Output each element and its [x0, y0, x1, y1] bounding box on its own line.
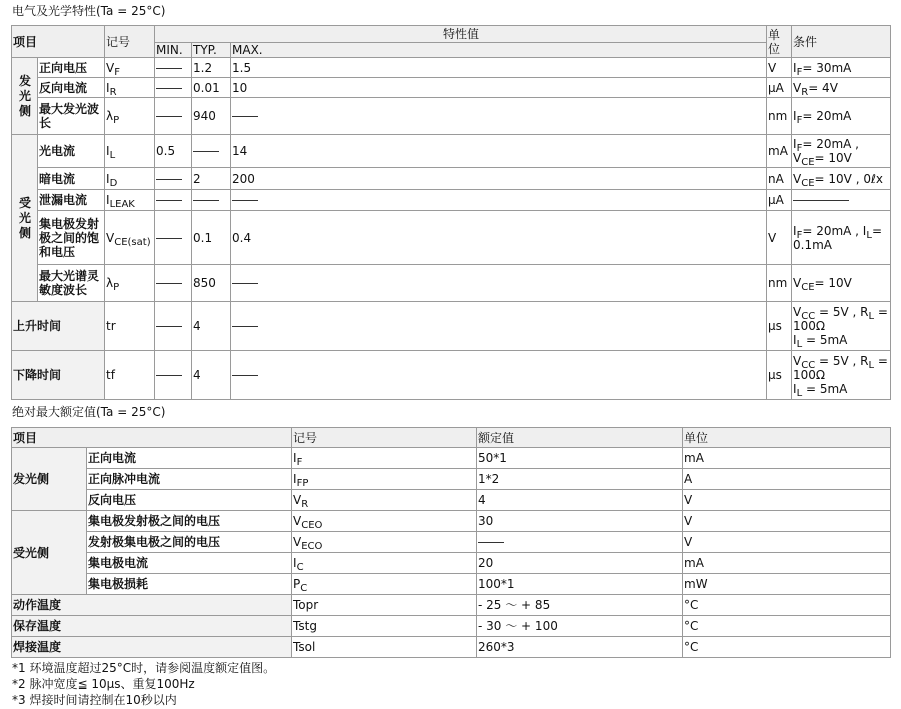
param-typ: 4	[192, 302, 231, 351]
header-condition: 条件	[792, 26, 891, 58]
param-typ: 0.01	[192, 78, 231, 98]
param-max: 14	[231, 135, 767, 168]
table2-caption: 绝对最大额定值(Ta = 25°C)	[12, 405, 166, 419]
param-unit: nA	[767, 168, 792, 190]
table-row	[12, 448, 891, 469]
rating-value: 20	[477, 553, 683, 574]
rating-value: 260*3	[477, 637, 683, 658]
param-max: 10	[231, 78, 767, 98]
footnote-2: *2 脉冲宽度≦ 10μs、重复100Hz	[12, 677, 195, 691]
param-max: 1.5	[231, 58, 767, 78]
param-max	[231, 190, 767, 211]
param-typ: 1.2	[192, 58, 231, 78]
param-symbol: $\lambda_P$	[105, 265, 155, 302]
header-symbol: 记号	[292, 428, 477, 448]
absolute-max-ratings-table	[11, 427, 891, 658]
rating-name: 反向电压	[87, 490, 292, 511]
param-condition: $I_F= 20mA$	[792, 98, 891, 135]
param-symbol: $\lambda_P$	[105, 98, 155, 135]
rating-name: 集电极损耗	[87, 574, 292, 595]
param-min	[155, 78, 192, 98]
rating-unit: A	[683, 469, 891, 490]
header-max: MAX.	[231, 43, 767, 58]
table-row	[12, 58, 891, 78]
param-condition: $I_F= 20mA$ , $I_L=$ 0.1mA	[792, 211, 891, 265]
param-typ: 850	[192, 265, 231, 302]
group-detector: 受光侧	[12, 135, 38, 302]
param-unit: μA	[767, 78, 792, 98]
param-name: 泄漏电流	[38, 190, 105, 211]
rating-value: - 30 ～ + 100	[477, 616, 683, 637]
param-unit: V	[767, 211, 792, 265]
rating-unit: °C	[683, 616, 891, 637]
param-symbol: tr	[105, 302, 155, 351]
group-detector: 受光侧	[12, 511, 87, 595]
param-typ: 2	[192, 168, 231, 190]
rating-unit: V	[683, 490, 891, 511]
rating-symbol: Tsol	[292, 637, 477, 658]
param-unit: μs	[767, 302, 792, 351]
param-name: 集电极发射极之间的饱和电压	[38, 211, 105, 265]
rating-name: 集电极电流	[87, 553, 292, 574]
param-max	[231, 265, 767, 302]
rating-name: 发射极集电极之间的电压	[87, 532, 292, 553]
param-name: 反向电流	[38, 78, 105, 98]
param-condition: $V_{CE}= 10V$ , 0ℓx	[792, 168, 891, 190]
header-typ: TYP.	[192, 43, 231, 58]
param-typ	[192, 190, 231, 211]
table-row	[12, 532, 891, 553]
param-max	[231, 351, 767, 400]
param-condition: $V_{CC} = 5V$ , $R_L$ = 100Ω $I_L = 5mA$	[792, 351, 891, 400]
table-row	[12, 637, 891, 658]
param-typ: 4	[192, 351, 231, 400]
header-min: MIN.	[155, 43, 192, 58]
table-row	[12, 211, 891, 265]
param-typ	[192, 135, 231, 168]
footnote-3: *3 焊接时间请控制在10秒以内	[12, 693, 177, 707]
rating-unit: V	[683, 511, 891, 532]
header-rating: 额定值	[477, 428, 683, 448]
param-symbol: $V_F$	[105, 58, 155, 78]
table-row	[12, 469, 891, 490]
rating-name: 动作温度	[12, 595, 292, 616]
table-row	[12, 190, 891, 211]
param-symbol: $I_D$	[105, 168, 155, 190]
param-unit: μs	[767, 351, 792, 400]
rating-value: 50*1	[477, 448, 683, 469]
param-min	[155, 168, 192, 190]
param-symbol: $I_R$	[105, 78, 155, 98]
param-condition: $V_R= 4V$	[792, 78, 891, 98]
param-name: 上升时间	[12, 302, 105, 351]
table-row	[12, 98, 891, 135]
param-min	[155, 351, 192, 400]
table-row	[12, 490, 891, 511]
footnotes	[12, 660, 275, 708]
electro-optical-table	[11, 25, 891, 400]
param-max: 0.4	[231, 211, 767, 265]
rating-unit: mA	[683, 448, 891, 469]
param-name: 正向电压	[38, 58, 105, 78]
rating-name: 焊接温度	[12, 637, 292, 658]
header-unit: 单位	[683, 428, 891, 448]
param-min	[155, 302, 192, 351]
rating-value: - 25 ～ + 85	[477, 595, 683, 616]
table-row	[12, 168, 891, 190]
param-condition: $I_F= 30mA$	[792, 58, 891, 78]
rating-name: 正向电流	[87, 448, 292, 469]
param-unit: μA	[767, 190, 792, 211]
group-emitter: 发光侧	[12, 448, 87, 511]
param-symbol: $V_{CE(sat)}$	[105, 211, 155, 265]
param-symbol: tf	[105, 351, 155, 400]
rating-symbol: Tstg	[292, 616, 477, 637]
footnote-1: *1 环境温度超过25°C时，请参阅温度额定值图。	[12, 661, 276, 675]
header-symbol: 记号	[105, 26, 155, 58]
param-typ: 0.1	[192, 211, 231, 265]
rating-symbol: $I_F$	[292, 448, 477, 469]
rating-unit: mW	[683, 574, 891, 595]
param-condition: $V_{CE}= 10V$	[792, 265, 891, 302]
rating-name: 保存温度	[12, 616, 292, 637]
rating-symbol: Topr	[292, 595, 477, 616]
table-row	[12, 78, 891, 98]
table-row	[12, 616, 891, 637]
param-max	[231, 98, 767, 135]
rating-name: 正向脉冲电流	[87, 469, 292, 490]
param-unit: nm	[767, 265, 792, 302]
rating-value	[477, 532, 683, 553]
rating-symbol: $V_R$	[292, 490, 477, 511]
header-item: 项目	[12, 26, 105, 58]
param-symbol: $I_L$	[105, 135, 155, 168]
header-values: 特性值	[155, 26, 767, 43]
rating-symbol: $I_{FP}$	[292, 469, 477, 490]
param-min	[155, 211, 192, 265]
rating-value: 4	[477, 490, 683, 511]
rating-value: 100*1	[477, 574, 683, 595]
header-unit: 单位	[767, 26, 792, 58]
table1-caption: 电气及光学特性(Ta = 25°C)	[12, 4, 166, 18]
param-name: 最大发光波长	[38, 98, 105, 135]
rating-name: 集电极发射极之间的电压	[87, 511, 292, 532]
param-max: 200	[231, 168, 767, 190]
param-name: 暗电流	[38, 168, 105, 190]
table-row	[12, 302, 891, 351]
param-min: 0.5	[155, 135, 192, 168]
table-row	[12, 553, 891, 574]
group-emitter: 发光侧	[12, 58, 38, 135]
rating-value: 1*2	[477, 469, 683, 490]
param-condition: $I_F= 20mA$ , $V_{CE}= 10V$	[792, 135, 891, 168]
rating-unit: V	[683, 532, 891, 553]
table-row	[12, 351, 891, 400]
rating-symbol: $V_{CEO}$	[292, 511, 477, 532]
rating-symbol: $V_{ECO}$	[292, 532, 477, 553]
param-typ: 940	[192, 98, 231, 135]
table-row	[12, 265, 891, 302]
table-row	[12, 511, 891, 532]
table-row	[12, 574, 891, 595]
table-row	[12, 135, 891, 168]
param-name: 下降时间	[12, 351, 105, 400]
rating-unit: mA	[683, 553, 891, 574]
rating-symbol: $I_C$	[292, 553, 477, 574]
param-name: 光电流	[38, 135, 105, 168]
param-min	[155, 58, 192, 78]
param-condition: $V_{CC} = 5V$ , $R_L$ = 100Ω $I_L = 5mA$	[792, 302, 891, 351]
param-unit: nm	[767, 98, 792, 135]
param-condition	[792, 190, 891, 211]
rating-symbol: $P_C$	[292, 574, 477, 595]
rating-unit: °C	[683, 595, 891, 616]
param-min	[155, 190, 192, 211]
table-row	[12, 595, 891, 616]
header-item: 项目	[12, 428, 292, 448]
param-name: 最大光谱灵敏度波长	[38, 265, 105, 302]
param-min	[155, 98, 192, 135]
param-max	[231, 302, 767, 351]
param-unit: V	[767, 58, 792, 78]
param-symbol: $I_{LEAK}$	[105, 190, 155, 211]
param-unit: mA	[767, 135, 792, 168]
rating-value: 30	[477, 511, 683, 532]
rating-unit: °C	[683, 637, 891, 658]
param-min	[155, 265, 192, 302]
